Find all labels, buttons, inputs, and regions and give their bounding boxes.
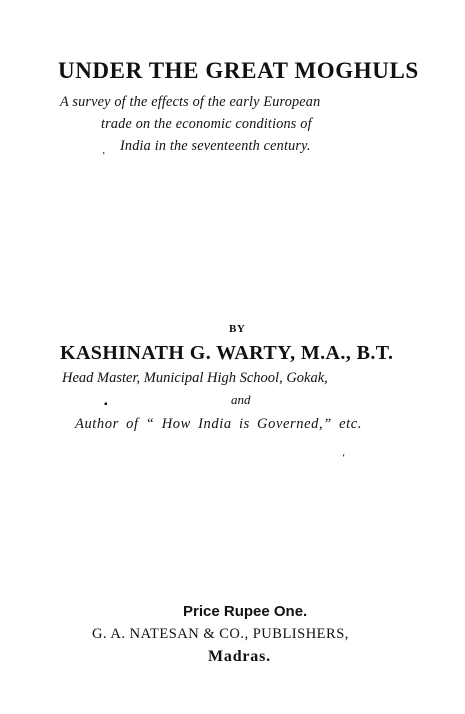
stray-mark: ▪ [104, 399, 108, 410]
subtitle-line-3: India in the seventeenth century. [120, 138, 311, 154]
stray-mark: ‘ [342, 453, 346, 464]
price-line: Price Rupee One. [183, 603, 308, 620]
author-role: Head Master, Municipal High School, Gokak, [62, 370, 328, 386]
book-title: UNDER THE GREAT MOGHULS [58, 58, 419, 83]
subtitle-line-2: trade on the economic conditions of [101, 116, 312, 132]
subtitle-line-1: A survey of the effects of the early European [60, 94, 321, 110]
author-other-work: Author of “ How India is Governed,” etc. [75, 416, 363, 432]
publisher-city: Madras. [208, 648, 271, 665]
stray-mark: ’ [102, 151, 106, 162]
author-name: KASHINATH G. WARTY, M.A., B.T. [60, 342, 394, 364]
publisher-name: G. A. NATESAN & CO., PUBLISHERS, [92, 626, 349, 642]
and-label: and [231, 392, 251, 407]
by-label: BY [229, 323, 246, 335]
